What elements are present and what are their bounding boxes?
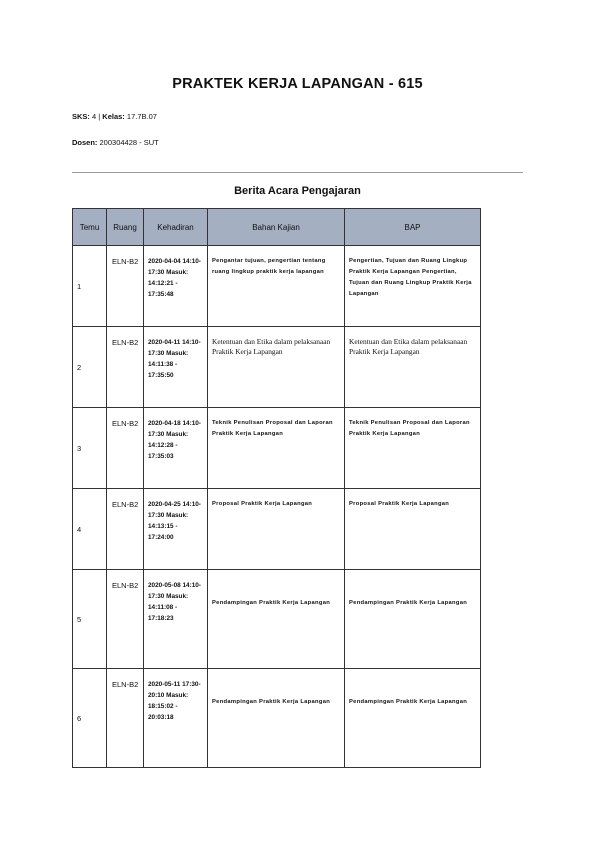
sks-value: 4 | (89, 112, 103, 121)
cell-temu: 1 (73, 246, 107, 327)
kelas-value: 17.7B.07 (124, 112, 157, 121)
header-kehadiran: Kehadiran (144, 209, 208, 246)
table-row (73, 570, 481, 669)
cell-ruang: ELN-B2 (107, 570, 144, 669)
table-row (73, 327, 481, 408)
cell-bahan-kajian: Proposal Praktik Kerja Lapangan (208, 489, 345, 570)
teaching-record-table (72, 208, 481, 768)
dosen-label: Dosen: (72, 138, 98, 147)
table-row (73, 489, 481, 570)
cell-bap: Pendampingan Praktik Kerja Lapangan (345, 570, 481, 669)
header-bap: BAP (345, 209, 481, 246)
divider (72, 172, 523, 173)
cell-bahan-kajian: Pendampingan Praktik Kerja Lapangan (208, 570, 345, 669)
cell-bap: Pendampingan Praktik Kerja Lapangan (345, 669, 481, 768)
cell-bap: Pengertian, Tujuan dan Ruang Lingkup Praktik Kerja Lapangan Pengertian, Tujuan dan Ruang Lingkup Praktik Kerja Lapangan (345, 246, 481, 327)
cell-bahan-kajian: Pendampingan Praktik Kerja Lapangan (208, 669, 345, 768)
dosen-value: 200304428 - SUT (97, 138, 159, 147)
kelas-label: Kelas: (102, 112, 125, 121)
header-ruang: Ruang (107, 209, 144, 246)
table-row (73, 669, 481, 768)
cell-kehadiran: 2020-05-08 14:10-17:30 Masuk: 14:11:08 - 17:18:23 (144, 570, 208, 669)
cell-kehadiran: 2020-04-18 14:10-17:30 Masuk: 14:12:28 - 17:35:03 (144, 408, 208, 489)
cell-kehadiran: 2020-04-04 14:10-17:30 Masuk: 14:12:21 - 17:35:48 (144, 246, 208, 327)
table-row (73, 246, 481, 327)
cell-bap: Teknik Penulisan Proposal dan Laporan Praktik Kerja Lapangan (345, 408, 481, 489)
sks-label: SKS: (72, 112, 90, 121)
section-title: Berita Acara Pengajaran (234, 185, 361, 197)
header-bahan-kajian: Bahan Kajian (208, 209, 345, 246)
cell-temu: 5 (73, 570, 107, 669)
cell-ruang: ELN-B2 (107, 408, 144, 489)
cell-ruang: ELN-B2 (107, 489, 144, 570)
cell-bap: Proposal Praktik Kerja Lapangan (345, 489, 481, 570)
cell-kehadiran: 2020-04-25 14:10-17:30 Masuk: 14:13:15 - 17:24:00 (144, 489, 208, 570)
cell-temu: 4 (73, 489, 107, 570)
cell-temu: 6 (73, 669, 107, 768)
cell-ruang: ELN-B2 (107, 246, 144, 327)
cell-temu: 2 (73, 327, 107, 408)
cell-kehadiran: 2020-04-11 14:10-17:30 Masuk: 14:11:38 - 17:35:50 (144, 327, 208, 408)
lecturer-info (72, 138, 159, 147)
table-header-row (73, 209, 481, 246)
cell-bahan-kajian: Ketentuan dan Etika dalam pelaksanaan Praktik Kerja Lapangan (208, 327, 345, 408)
header-temu: Temu (73, 209, 107, 246)
cell-ruang: ELN-B2 (107, 669, 144, 768)
page-title: PRAKTEK KERJA LAPANGAN - 615 (172, 76, 423, 92)
cell-ruang: ELN-B2 (107, 327, 144, 408)
cell-bahan-kajian: Pengantar tujuan, pengertian tentang ruang lingkup praktik kerja lapangan (208, 246, 345, 327)
cell-bap: Ketentuan dan Etika dalam pelaksanaan Praktik Kerja Lapangan (345, 327, 481, 408)
course-info (72, 112, 157, 121)
cell-temu: 3 (73, 408, 107, 489)
cell-kehadiran: 2020-05-11 17:30-20:10 Masuk: 18:15:02 - 20:03:18 (144, 669, 208, 768)
cell-bahan-kajian: Teknik Penulisan Proposal dan Laporan Praktik Kerja Lapangan (208, 408, 345, 489)
table-row (73, 408, 481, 489)
